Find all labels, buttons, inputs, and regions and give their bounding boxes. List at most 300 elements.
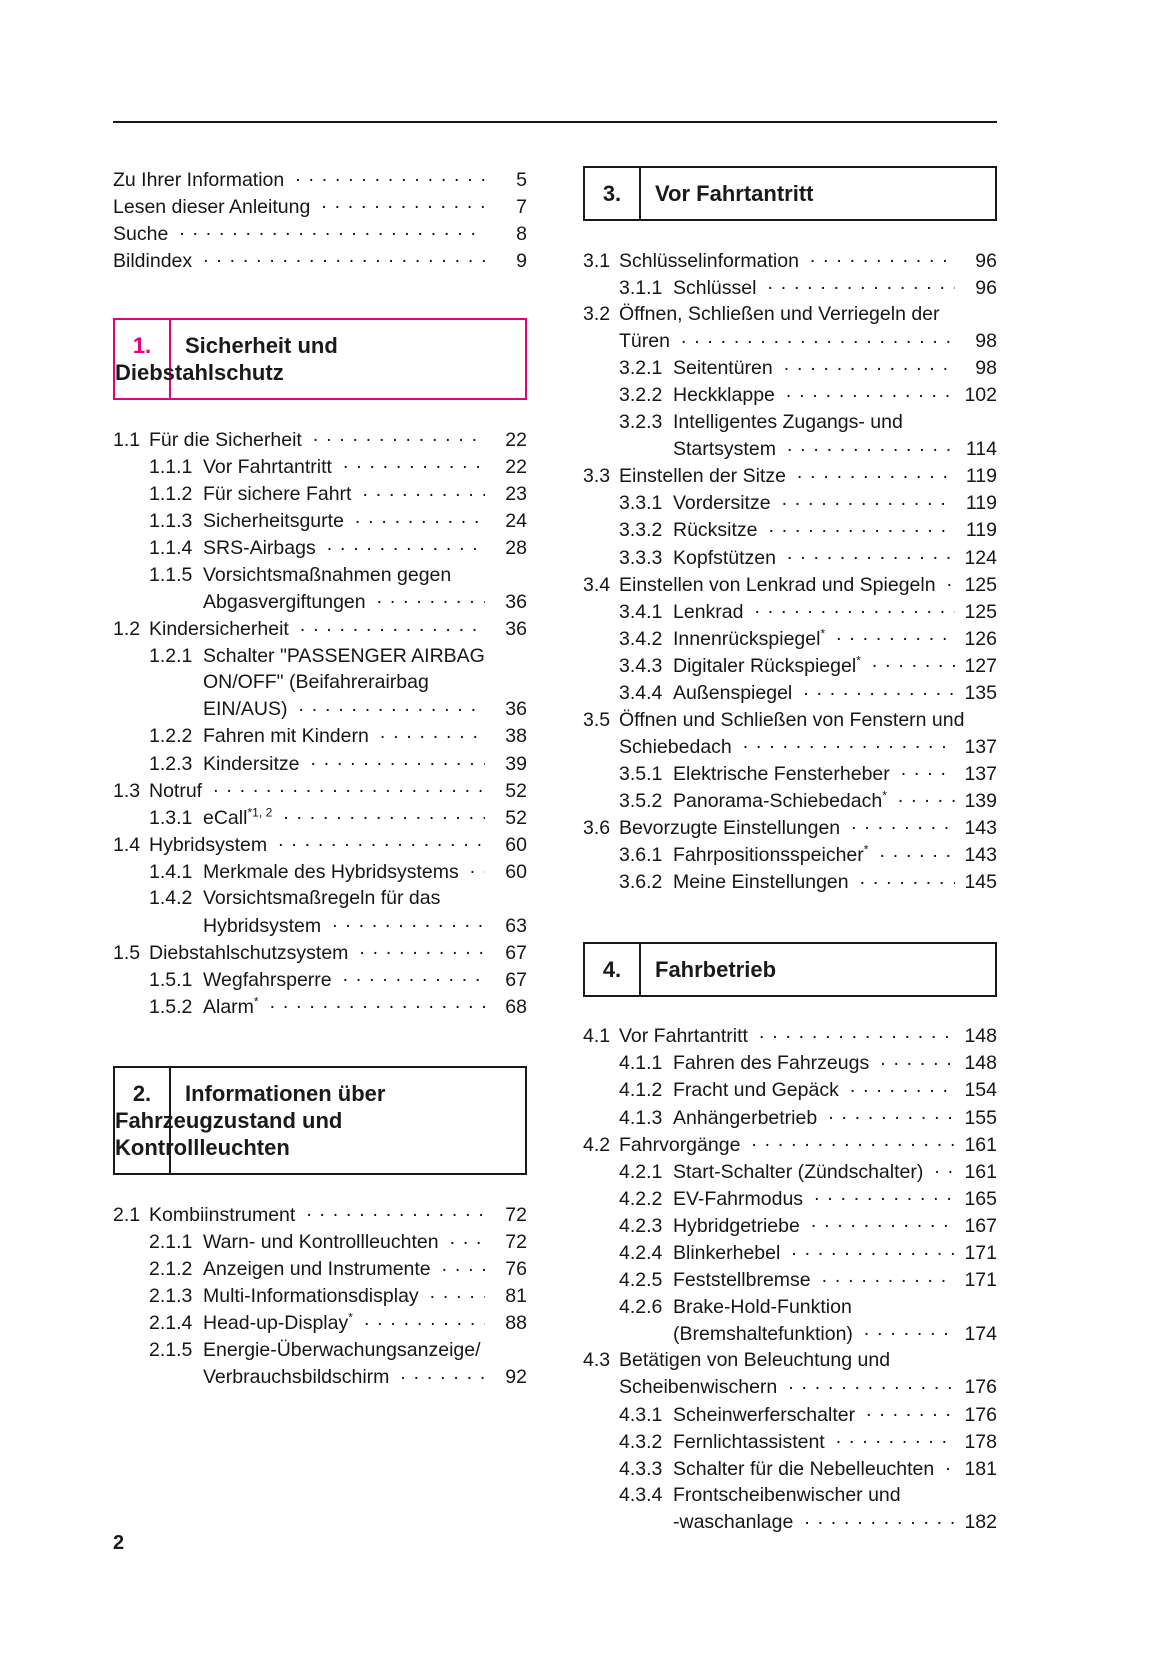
toc-entry[interactable]: [113, 1310, 527, 1337]
toc-entry-number: 3.3.2: [619, 519, 663, 542]
toc-entry[interactable]: [113, 723, 527, 750]
dot-leader: [769, 517, 955, 537]
toc-entry-page: 7: [516, 195, 527, 218]
toc-entry[interactable]: [113, 220, 527, 247]
toc-entry-label: Startsystem: [673, 438, 776, 461]
toc-entry[interactable]: [583, 1240, 997, 1267]
dot-leader: [283, 804, 485, 824]
toc-entry[interactable]: [113, 1283, 527, 1310]
toc-entry-label: Heckklappe: [673, 384, 775, 407]
toc-entry-number: 1.5.2: [149, 995, 193, 1018]
toc-entry-number: 2.1.1: [149, 1231, 193, 1254]
toc-entry[interactable]: [113, 643, 527, 670]
toc-entry-page: 8: [516, 222, 527, 245]
toc-entry[interactable]: [113, 166, 527, 193]
toc-entry-number: 3.3.3: [619, 546, 663, 569]
toc-entry-number: 3.6.1: [619, 844, 663, 867]
toc-entry-number: 4.3: [583, 1349, 611, 1372]
toc-entry-label: Öffnen und Schließen von Fenstern und: [619, 708, 965, 731]
toc-entry[interactable]: [583, 787, 997, 814]
toc-entry-number: 4.1.3: [619, 1106, 663, 1129]
toc-entry-number: 2.1.2: [149, 1258, 193, 1281]
toc-entry-label: Kindersitze: [203, 752, 300, 775]
toc-entry-page: 52: [505, 806, 527, 829]
dot-leader: [278, 831, 485, 851]
toc-entry-label: Bildindex: [113, 249, 193, 272]
chapter-title: [641, 168, 995, 219]
dot-leader: [321, 193, 485, 213]
toc-entry-number: 4.1.2: [619, 1079, 663, 1102]
toc-entry[interactable]: [583, 1212, 997, 1239]
toc-entry[interactable]: [583, 1294, 997, 1321]
toc-entry-label: Energie-Überwachungsanzeige/: [203, 1338, 481, 1361]
toc-entry-page: 23: [505, 483, 527, 506]
toc-entry-label: Seitentüren: [673, 357, 773, 380]
toc-entry-label: SRS-Airbags: [203, 537, 316, 560]
toc-entry-page: 119: [965, 519, 997, 542]
dot-leader: [343, 966, 485, 986]
toc-entry-continuation[interactable]: [113, 696, 527, 723]
toc-entry-label: Blinkerhebel: [673, 1242, 781, 1264]
toc-entry[interactable]: [113, 1256, 527, 1283]
dot-leader: [203, 247, 485, 267]
chapter-title: [115, 1068, 525, 1173]
toc-entry-label: Fernlichtassistent: [673, 1430, 825, 1453]
toc-entry-number: 1.3.1: [149, 806, 193, 829]
chapter-number: 4.: [585, 944, 641, 995]
toc-entry-continuation[interactable]: [113, 588, 527, 615]
dot-leader: [828, 1104, 955, 1124]
toc-entry[interactable]: [583, 1050, 997, 1077]
toc-entry-page: 124: [964, 546, 997, 569]
toc-entry-page: 98: [975, 357, 997, 380]
dot-leader: [400, 1364, 485, 1384]
toc-entry-page: 126: [964, 627, 997, 650]
toc-entry-label: Head-up-Display*: [203, 1310, 353, 1335]
toc-entry[interactable]: [583, 1347, 997, 1374]
toc-entry-label: Warn- und Kontrollleuchten: [203, 1231, 439, 1254]
footnote-marker: *: [348, 1310, 353, 1325]
toc-entry[interactable]: [113, 966, 527, 993]
toc-entry[interactable]: [583, 355, 997, 382]
toc-entry-label: Schalter "PASSENGER AIRBAG: [203, 644, 485, 667]
toc-entry-label: Kopfstützen: [673, 546, 776, 569]
dot-leader: [362, 481, 485, 501]
toc-entry[interactable]: [113, 858, 527, 885]
footnote-marker: *: [820, 626, 826, 641]
toc-entry[interactable]: [583, 301, 997, 328]
footnote-marker: *: [863, 842, 869, 857]
dot-leader: [743, 733, 955, 753]
chapter-title-line: Fahrbetrieb: [655, 956, 777, 982]
toc-entry[interactable]: [583, 544, 997, 571]
toc-entry-page: 67: [505, 968, 527, 991]
dot-leader: [295, 166, 485, 186]
toc-entry[interactable]: [113, 831, 527, 858]
toc-entry-label: Kindersicherheit: [149, 618, 289, 641]
toc-entry-label: Abgasvergiftungen: [203, 590, 366, 613]
toc-entry-label: (Bremshaltefunktion): [673, 1322, 853, 1345]
toc-entry-label: Elektrische Fensterheber: [673, 762, 890, 785]
dot-leader: [754, 598, 955, 618]
toc-entry-label: -waschanlage: [673, 1511, 794, 1534]
dot-leader: [332, 912, 485, 932]
toc-entry-page: 24: [505, 510, 527, 533]
toc-entry[interactable]: [113, 453, 527, 480]
toc-entry-page: 167: [964, 1214, 997, 1237]
dot-leader: [787, 436, 955, 456]
toc-entry-label: Digitaler Rückspiegel*: [673, 653, 861, 677]
toc-entry-page: 155: [964, 1106, 997, 1129]
chapter-gap: [113, 1020, 527, 1066]
chapter-title-line: Diebstahlschutz: [115, 360, 284, 386]
toc-entry[interactable]: [583, 1401, 997, 1428]
toc-entry-page: 36: [505, 590, 527, 613]
toc-entry-page: 176: [964, 1376, 997, 1399]
toc-entry[interactable]: [113, 562, 527, 589]
dot-leader: [787, 544, 955, 564]
footnote-marker: *: [856, 653, 861, 668]
toc-entry-page: 72: [505, 1203, 527, 1226]
dot-leader: [343, 453, 485, 473]
toc-entry-page: 22: [505, 455, 527, 478]
dot-leader: [880, 1050, 955, 1070]
toc-entry-page: 67: [505, 941, 527, 964]
toc-entry-page: 22: [505, 428, 527, 451]
toc-entry-page: 139: [964, 789, 997, 812]
toc-entry-number: 4.3.2: [619, 1430, 663, 1453]
header-rule: [113, 121, 997, 123]
toc-entry[interactable]: [583, 1104, 997, 1131]
toc-entry[interactable]: [583, 490, 997, 517]
toc-entry-number: 4.1.1: [619, 1052, 663, 1075]
dot-leader: [270, 993, 485, 1013]
toc-entry-number: 3.6.2: [619, 871, 663, 894]
chapter-title: [641, 944, 995, 995]
toc-entry-label: Einstellen der Sitze: [619, 465, 786, 488]
dot-leader: [442, 1256, 485, 1276]
chapter-title-line: Informationen über: [185, 1081, 386, 1107]
toc-entry-label: Suche: [113, 222, 169, 245]
dot-leader: [797, 463, 955, 483]
toc-entry-label: Fahren des Fahrzeugs: [673, 1052, 870, 1075]
toc-entry[interactable]: [113, 508, 527, 535]
toc-entry-number: 3.1.1: [619, 276, 663, 299]
dot-leader: [759, 1023, 955, 1043]
footnote-marker: *: [882, 788, 887, 803]
toc-entry[interactable]: [113, 777, 527, 804]
toc-entry-page: 60: [505, 860, 527, 883]
toc-entry-label: Anhängerbetrieb: [673, 1106, 818, 1129]
toc-entry[interactable]: [583, 1428, 997, 1455]
chapter-gap: [583, 896, 997, 942]
toc-entry-label: Türen: [619, 330, 670, 353]
dot-leader: [814, 1185, 955, 1205]
toc-entry[interactable]: [113, 1201, 527, 1228]
toc-entry[interactable]: [113, 804, 527, 831]
toc-entry-label: Schalter für die Nebelleuchten: [673, 1457, 935, 1480]
chapter-title: [115, 320, 525, 398]
toc-entry-page: 165: [964, 1187, 997, 1210]
toc-entry[interactable]: [113, 247, 527, 274]
toc-entry-page: 39: [505, 752, 527, 775]
toc-entry[interactable]: [583, 760, 997, 787]
toc-entry-page: 76: [505, 1258, 527, 1281]
toc-entry-page: 36: [505, 698, 527, 721]
dot-leader: [430, 1283, 485, 1303]
toc-entry-label: Lesen dieser Anleitung: [113, 195, 311, 218]
toc-entry-label: Bevorzugte Einstellungen: [619, 816, 841, 839]
toc-entry-label: Panorama-Schiebedach*: [673, 788, 887, 812]
toc-column-left: [113, 166, 527, 1536]
toc-entry-label: Verbrauchsbildschirm: [203, 1366, 390, 1388]
toc-columns: [113, 166, 997, 1536]
toc-entry-label: Alarm*: [203, 994, 259, 1018]
toc-entry-label: Für die Sicherheit: [149, 428, 302, 451]
toc-entry[interactable]: [583, 814, 997, 841]
toc-entry-label: Außenspiegel: [673, 682, 793, 704]
toc-entry[interactable]: [113, 750, 527, 777]
toc-entry[interactable]: [113, 1337, 527, 1364]
toc-entry-label: EIN/AUS): [203, 698, 288, 721]
toc-entry-page: 143: [964, 816, 997, 839]
toc-entry-page: 72: [505, 1231, 527, 1254]
toc-entry[interactable]: [583, 707, 997, 734]
toc-entry-label: Scheinwerferschalter: [673, 1403, 856, 1426]
toc-entry-number: 3.4.2: [619, 627, 663, 650]
toc-entry-number: 3.5: [583, 708, 611, 731]
toc-entry-continuation[interactable]: [113, 912, 527, 939]
dot-leader: [836, 1428, 955, 1448]
toc-entry-label: Fahrpositionsspeicher*: [673, 842, 869, 867]
toc-entry-page: 154: [964, 1079, 997, 1102]
toc-entry[interactable]: [583, 247, 997, 274]
dot-leader: [327, 535, 485, 555]
toc-entry-number: 2.1.4: [149, 1312, 193, 1335]
toc-entry-label: Schlüsselinformation: [619, 249, 799, 272]
toc-entry[interactable]: [113, 535, 527, 562]
toc-entry-page: 176: [964, 1403, 997, 1426]
dot-leader: [822, 1267, 955, 1287]
toc-entry-number: 3.4.3: [619, 654, 663, 677]
dot-leader: [898, 787, 955, 807]
toc-entry-page: 5: [516, 168, 527, 191]
toc-entry-continuation[interactable]: [583, 328, 997, 355]
toc-entry-page: 60: [505, 833, 527, 856]
toc-entry[interactable]: [113, 193, 527, 220]
dot-leader: [866, 1401, 955, 1421]
toc-entry-page: 135: [964, 682, 997, 704]
toc-entry[interactable]: [113, 616, 527, 643]
toc-entry-label: Vordersitze: [673, 492, 771, 515]
footnote-marker: *1, 2: [247, 805, 273, 820]
toc-entry-number: 3.1: [583, 249, 611, 272]
dot-leader: [310, 750, 485, 770]
dot-leader: [791, 1240, 955, 1260]
toc-entry-label: Schiebedach: [619, 735, 732, 758]
chapter-gap: [113, 274, 527, 318]
toc-entry-number: 1.1.1: [149, 455, 193, 478]
toc-entry-page: 182: [964, 1511, 997, 1534]
chapter-header-4[interactable]: [583, 942, 997, 997]
toc-entry-continuation[interactable]: [583, 436, 997, 463]
toc-entry[interactable]: [583, 1131, 997, 1158]
toc-entry-number: 4.2.5: [619, 1269, 663, 1292]
toc-entry-page: 92: [505, 1366, 527, 1388]
toc-entry-number: 3.2.3: [619, 411, 663, 434]
toc-entry[interactable]: [583, 571, 997, 598]
toc-entry-page: 36: [505, 618, 527, 641]
toc-entry-page: 28: [505, 537, 527, 560]
toc-entry[interactable]: [583, 463, 997, 490]
chapter-title-line: Kontrollleuchten: [115, 1135, 290, 1161]
toc-entry-label: Multi-Informationsdisplay: [203, 1285, 419, 1308]
toc-entry[interactable]: [583, 1455, 997, 1482]
dot-leader: [851, 814, 955, 834]
toc-entry-number: 3.2.2: [619, 384, 663, 407]
dot-leader: [850, 1077, 955, 1097]
toc-entry-continuation[interactable]: [583, 1374, 997, 1401]
toc-entry-number: 4.2.4: [619, 1242, 663, 1264]
toc-entry-label: Intelligentes Zugangs- und: [673, 411, 903, 434]
toc-entry[interactable]: [583, 1158, 997, 1185]
toc-entry[interactable]: [583, 1267, 997, 1294]
dot-leader: [380, 723, 485, 743]
toc-entry-number: 4.2.1: [619, 1160, 663, 1183]
toc-entry-label: Scheibenwischern: [619, 1376, 778, 1399]
dot-leader: [788, 1374, 955, 1394]
dot-leader: [901, 760, 955, 780]
toc-entry[interactable]: [583, 1077, 997, 1104]
dot-leader: [811, 1212, 955, 1232]
toc-entry-page: 68: [505, 995, 527, 1018]
toc-entry-number: 4.2.3: [619, 1214, 663, 1237]
toc-entry[interactable]: [113, 885, 527, 912]
toc-entry[interactable]: [583, 382, 997, 409]
dot-leader: [470, 858, 485, 878]
toc-entry-label: Vor Fahrtantritt: [619, 1025, 748, 1048]
toc-entry-label: Fahren mit Kindern: [203, 725, 369, 748]
toc-entry-label: ON/OFF" (Beifahrerairbag: [203, 671, 429, 694]
toc-entry-number: 4.2.2: [619, 1187, 663, 1210]
toc-entry-page: 81: [505, 1285, 527, 1308]
toc-entry-number: 4.3.4: [619, 1484, 663, 1507]
toc-entry-label: Fracht und Gepäck: [673, 1079, 839, 1102]
toc-entry-number: 1.1.3: [149, 510, 193, 533]
toc-entry-number: 3.3.1: [619, 492, 663, 515]
toc-entry[interactable]: [583, 1185, 997, 1212]
toc-entry-number: 3.5.1: [619, 762, 663, 785]
toc-entry-page: 148: [964, 1025, 997, 1048]
dot-leader: [934, 1158, 955, 1178]
toc-entry[interactable]: [583, 842, 997, 869]
dot-leader: [945, 1455, 955, 1475]
toc-entry-label: Für sichere Fahrt: [203, 483, 352, 506]
toc-entry[interactable]: [583, 409, 997, 436]
toc-entry-page: 181: [964, 1457, 997, 1480]
dot-leader: [355, 508, 485, 528]
toc-entry-continuation[interactable]: [113, 1364, 527, 1391]
toc-entry-page: 9: [516, 249, 527, 272]
dot-leader: [681, 328, 955, 348]
toc-entry-label: eCall$^{*1, 2}$: [203, 805, 273, 829]
toc-entry-page: 143: [964, 844, 997, 867]
toc-entry-label: Vor Fahrtantritt: [203, 455, 332, 478]
chapter-header-1[interactable]: [113, 318, 527, 400]
toc-entry[interactable]: [583, 517, 997, 544]
toc-entry-number: 1.2.3: [149, 752, 193, 775]
toc-entry-number: 1.5.1: [149, 968, 193, 991]
toc-entry[interactable]: [583, 680, 997, 707]
dot-leader: [786, 382, 955, 402]
toc-entry[interactable]: [583, 274, 997, 301]
chapter-header-2[interactable]: [113, 1066, 527, 1175]
chapter-number: 2.: [115, 1068, 171, 1173]
toc-entry-number: 1.2.2: [149, 725, 193, 748]
dot-leader: [364, 1310, 485, 1330]
toc-entry-label: Vorsichtsmaßnahmen gegen: [203, 563, 452, 586]
toc-entry-continuation[interactable]: [583, 1320, 997, 1347]
toc-entry-continuation[interactable]: [113, 669, 527, 696]
toc-entry-label: Frontscheibenwischer und: [673, 1484, 901, 1507]
toc-entry[interactable]: [113, 481, 527, 508]
toc-entry[interactable]: [113, 1229, 527, 1256]
toc-entry-label: Start-Schalter (Zündschalter): [673, 1160, 924, 1183]
dot-leader: [377, 588, 485, 608]
toc-entry-number: 4.3.1: [619, 1403, 663, 1426]
toc-entry-number: 1.1.2: [149, 483, 193, 506]
toc-entry[interactable]: [583, 1023, 997, 1050]
toc-entry-page: 161: [964, 1160, 997, 1183]
toc-entry-continuation[interactable]: [583, 733, 997, 760]
toc-entry-label: Meine Einstellungen: [673, 871, 849, 894]
toc-entry-page: 125: [964, 573, 997, 596]
toc-entry-page: 148: [964, 1052, 997, 1075]
dot-leader: [804, 1509, 955, 1529]
toc-entry-number: 2.1.5: [149, 1338, 193, 1361]
chapter-title-line: Sicherheit und: [185, 333, 338, 359]
toc-entry-label: Öffnen, Schließen und Verriegeln der: [619, 303, 940, 326]
toc-entry-number: 1.2.1: [149, 644, 193, 667]
toc-entry-label: Kombiinstrument: [149, 1203, 296, 1226]
toc-entry-number: 1.2: [113, 618, 141, 641]
toc-entry[interactable]: [583, 625, 997, 652]
toc-entry-label: Diebstahlschutzsystem: [149, 941, 349, 964]
toc-entry-continuation[interactable]: [583, 1509, 997, 1536]
toc-entry-page: 114: [965, 438, 997, 461]
dot-leader: [767, 274, 955, 294]
toc-entry[interactable]: [113, 426, 527, 453]
toc-entry-number: 3.4.4: [619, 682, 663, 704]
toc-entry[interactable]: [113, 939, 527, 966]
chapter-header-3[interactable]: [583, 166, 997, 221]
toc-entry-label: Vorsichtsmaßregeln für das: [203, 887, 441, 910]
toc-column-right: [583, 166, 997, 1536]
toc-entry-label: Innenrückspiegel*: [673, 626, 826, 650]
footnote-marker: *: [253, 994, 259, 1009]
chapter-gap-after: [113, 400, 527, 426]
toc-entry[interactable]: [583, 869, 997, 896]
toc-entry[interactable]: [583, 598, 997, 625]
toc-entry[interactable]: [583, 1482, 997, 1509]
toc-entry[interactable]: [113, 993, 527, 1020]
dot-leader: [860, 869, 955, 889]
dot-leader: [947, 571, 955, 591]
toc-entry-number: 4.3.3: [619, 1457, 663, 1480]
toc-entry-page: 171: [964, 1269, 997, 1292]
toc-entry-number: 1.4.2: [149, 887, 193, 910]
toc-entry[interactable]: [583, 652, 997, 679]
